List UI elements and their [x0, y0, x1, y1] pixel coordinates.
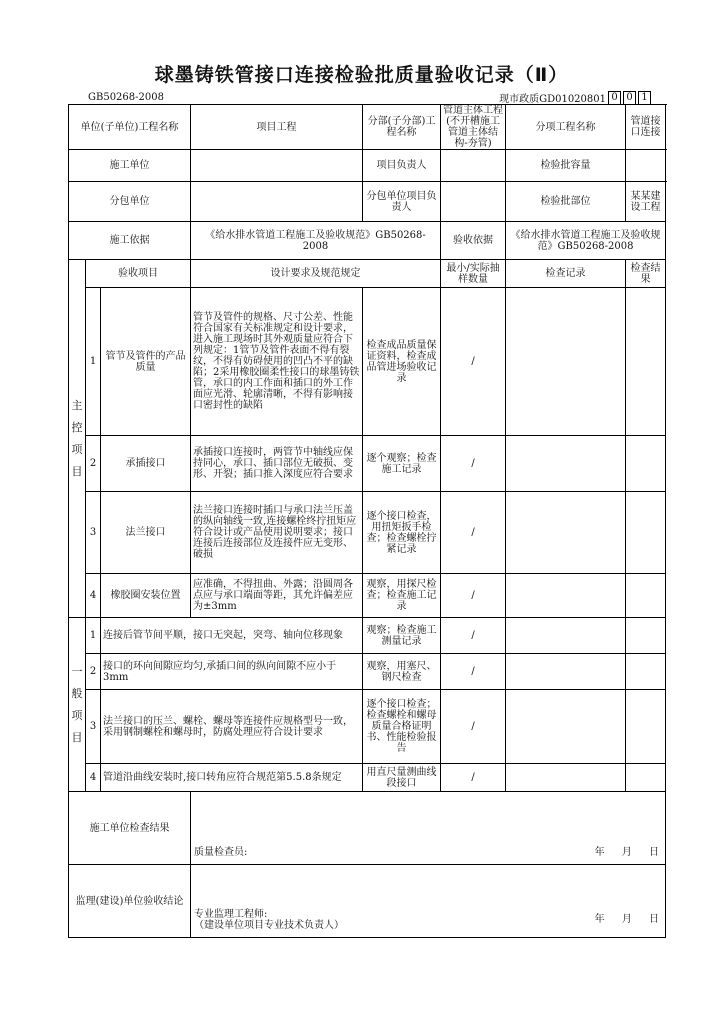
table-row: [69, 574, 666, 618]
item-result[interactable]: [626, 288, 666, 436]
record-code: [499, 90, 651, 105]
table-row: [69, 618, 666, 654]
batch-capacity-label: 检验批容量: [506, 150, 626, 182]
item-sample[interactable]: /: [441, 618, 506, 654]
inspector-label: 质量检查员:: [194, 847, 248, 858]
item-method: 逐个观察；检查施工记录: [363, 436, 441, 492]
record-code-digit: 1: [638, 91, 651, 105]
table-row: [69, 690, 666, 764]
group-char: 一: [71, 664, 83, 678]
construction-unit-value[interactable]: [191, 150, 363, 182]
page-title: 球墨铸铁管接口连接检验批质量验收记录（Ⅱ）: [154, 64, 569, 86]
item-no: 4: [86, 764, 101, 792]
engineer-note: （建设单位项目专业技术负责人）: [194, 920, 345, 931]
table-row: [69, 492, 666, 574]
item-requirement: 接口的环向间隙应均匀,承插口间的纵向间隙不应小于3mm: [101, 654, 363, 690]
table-row: [69, 654, 666, 690]
engineer-label: 专业监理工程师:: [194, 909, 268, 920]
item-record[interactable]: [506, 764, 626, 792]
record-code-digit: 0: [623, 91, 636, 105]
engineer-date: 年 月 日: [594, 914, 660, 925]
unit-label: 单位(子单位)工程名称: [69, 105, 191, 150]
item-method: 检查成品质量保证资料，检查成品管进场验收记录: [363, 288, 441, 436]
item-no: 3: [86, 690, 101, 764]
subcontractor-leader-value[interactable]: [441, 182, 506, 222]
item-sample[interactable]: /: [441, 690, 506, 764]
item-no: 1: [86, 288, 101, 436]
construction-result-cell[interactable]: [191, 792, 666, 865]
item-method: 观察；检查施工测量记录: [363, 618, 441, 654]
item-sample[interactable]: /: [441, 574, 506, 618]
item-result[interactable]: [626, 574, 666, 618]
item-result[interactable]: [626, 492, 666, 574]
unit-value[interactable]: 项目工程: [191, 105, 363, 150]
batch-location-value[interactable]: 某某建设工程: [626, 182, 666, 222]
item-result[interactable]: [626, 764, 666, 792]
item-requirement: 法兰接口的压兰、螺栓、螺母等连接件应规格型号一致，采用钢制螺栓和螺母时，防腐处理应符合设计要求: [101, 690, 363, 764]
item-sample[interactable]: /: [441, 436, 506, 492]
group-char: 控: [71, 420, 83, 434]
supervision-label: 监理(建设)单位验收结论: [69, 865, 191, 938]
column-header-result: 检查结果: [626, 260, 666, 288]
group-char: 目: [71, 730, 83, 744]
batch-capacity-value[interactable]: [626, 150, 666, 182]
table-row: [69, 288, 666, 436]
project-leader-label: 项目负责人: [363, 150, 441, 182]
basis-label: 施工依据: [69, 222, 191, 260]
group-char: 项: [71, 708, 83, 722]
acceptance-basis-label: 验收依据: [441, 222, 506, 260]
item-result[interactable]: [626, 436, 666, 492]
item-requirement: 应准确，不得扭曲、外露；沿圆周各点应与承口端面等距，其允许偏差应为±3mm: [191, 574, 363, 618]
column-header-sample: 最小/实际抽样数量: [441, 260, 506, 288]
item-no: 4: [86, 574, 101, 618]
item-record[interactable]: [506, 654, 626, 690]
item-requirement: 连接后管节间平顺，接口无突起，突弯、轴向位移现象: [101, 618, 363, 654]
item-requirement: 法兰接口连接时插口与承口法兰压盖的纵向轴线一致,连接螺栓终拧扭矩应符合设计或产品使用说明要求；接口连接后连接部位及连接件应无变形、破损: [191, 492, 363, 574]
item-result[interactable]: [626, 690, 666, 764]
item-name: 管节及管件的产品质量: [101, 288, 191, 436]
group-char: 主: [71, 398, 83, 412]
construction-unit-label: 施工单位: [69, 150, 191, 182]
record-code-digit: 0: [608, 91, 621, 105]
item-result[interactable]: [626, 654, 666, 690]
item-requirement: 管节及管件的规格、尺寸公差、性能符合国家有关标准规定和设计要求，进入施工现场时其外观质量应符合下列规定：1管节及管件表面不得有裂纹，不得有妨碍使用的凹凸不平的缺陷；2采用橡胶圈柔性接口的球墨铸铁管，承口的内工作面和插口的外工作面应光滑、轮廓清晰，不得有影响接口密封性的缺陷: [191, 288, 363, 436]
acceptance-basis-value[interactable]: 《给水排水管道工程施工及验收规范》GB50268-2008: [506, 222, 666, 260]
item-method: 用直尺量测曲线段接口: [363, 764, 441, 792]
item-name: 承插接口: [101, 436, 191, 492]
item-record[interactable]: [506, 574, 626, 618]
engineer-signature: [194, 909, 344, 931]
record-code-prefix: 现市政质GD01020801: [499, 94, 606, 105]
basis-value[interactable]: 《给水排水管道工程施工及验收规范》GB50268-2008: [191, 222, 441, 260]
inspector-date: 年 月 日: [594, 847, 660, 858]
item-name: 橡胶圈安装位置: [101, 574, 191, 618]
item-requirement: 管道沿曲线安装时,接口转角应符合规范第5.5.8条规定: [101, 764, 363, 792]
item-record[interactable]: [506, 436, 626, 492]
column-header-requirement: 设计要求及规范规定: [191, 260, 441, 288]
construction-result-label: 施工单位检查结果: [69, 792, 191, 865]
item-method: 观察，用塞尺、钢尺检查: [363, 654, 441, 690]
item-no: 2: [86, 436, 101, 492]
supervision-conclusion-cell[interactable]: [191, 865, 666, 938]
project-leader-value[interactable]: [441, 150, 506, 182]
subitem-label: 分项工程名称: [506, 105, 626, 150]
subcontractor-leader-label: 分包单位项目负责人: [363, 182, 441, 222]
item-record[interactable]: [506, 288, 626, 436]
column-header-item: 验收项目: [86, 260, 191, 288]
item-result[interactable]: [626, 618, 666, 654]
inspection-record-table: [68, 104, 666, 938]
item-sample[interactable]: /: [441, 288, 506, 436]
item-no: 1: [86, 618, 101, 654]
group-char: 目: [71, 464, 83, 478]
item-method: 逐个接口检查，用扭矩扳手检查；检查螺栓拧紧记录: [363, 492, 441, 574]
subcontractor-value[interactable]: [191, 182, 363, 222]
main-group-label: [69, 260, 86, 618]
item-method: 观察，用探尺检查；检查施工记录: [363, 574, 441, 618]
division-value[interactable]: 管道主体工程(不开槽施工管道主体结构-夯管): [441, 105, 506, 150]
item-sample[interactable]: /: [441, 492, 506, 574]
item-record[interactable]: [506, 492, 626, 574]
group-char: 项: [71, 442, 83, 456]
standard-code: GB50268-2008: [88, 92, 164, 103]
item-no: 2: [86, 654, 101, 690]
item-requirement: 承插接口连接时，两管节中轴线应保持同心，承口、插口部位无破损、变形、开裂；插口推入深度应符合要求: [191, 436, 363, 492]
item-no: 3: [86, 492, 101, 574]
general-group-label: [69, 618, 86, 792]
batch-location-label: 检验批部位: [506, 182, 626, 222]
subcontractor-label: 分包单位: [69, 182, 191, 222]
table-row: [69, 436, 666, 492]
division-label: 分部(子分部)工程名称: [363, 105, 441, 150]
item-record[interactable]: [506, 690, 626, 764]
group-char: 般: [71, 686, 83, 700]
item-sample[interactable]: /: [441, 654, 506, 690]
subitem-value[interactable]: 管道接口连接: [626, 105, 666, 150]
item-method: 逐个接口检查；检查螺栓和螺母质量合格证明书、性能检验报告: [363, 690, 441, 764]
item-sample[interactable]: /: [441, 764, 506, 792]
item-record[interactable]: [506, 618, 626, 654]
column-header-record: 检查记录: [506, 260, 626, 288]
table-row: [69, 764, 666, 792]
item-name: 法兰接口: [101, 492, 191, 574]
